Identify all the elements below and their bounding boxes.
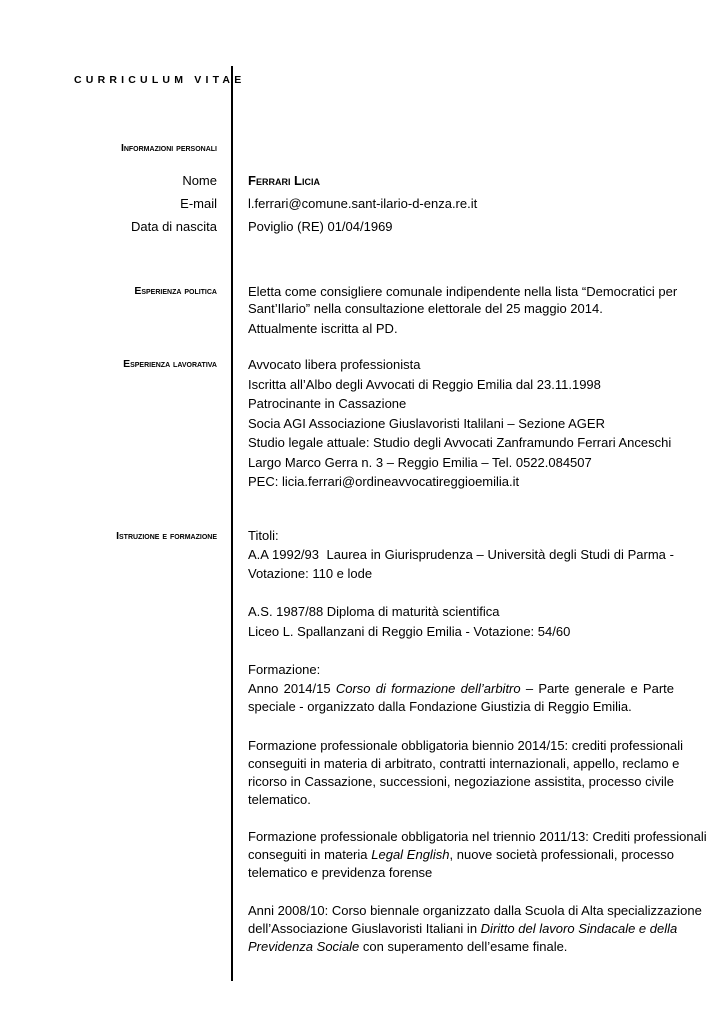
biennio-line: conseguiti in materia di arbitrato, contratti internazionali, appello, reclamo e [248, 756, 680, 771]
birth-value: Poviglio (RE) 01/04/1969 [248, 219, 393, 234]
triennio-line: conseguiti in materia Legal English, nuove società professionali, processo [248, 847, 675, 862]
formazione-label: Formazione: [248, 662, 321, 677]
triennio-line: Formazione professionale obbligatoria nel triennio 2011/13: Crediti professionali [248, 829, 707, 844]
political-line: Attualmente iscritta al PD. [248, 321, 398, 336]
biennio-line: ricorso in Cassazione, successioni, negoziazione assistita, processo civile [248, 774, 674, 789]
section-heading-personal: Informazioni personali [120, 142, 217, 154]
arbitro-line: speciale - organizzato dalla Fondazione Giustizia di Reggio Emilia. [248, 699, 632, 714]
work-line: PEC: licia.ferrari@ordineavvocatireggioemilia.it [248, 474, 520, 489]
biennio-line: telematico. [248, 792, 311, 807]
birth-label: Data di nascita [131, 219, 217, 234]
name-value: Ferrari Licia [248, 173, 320, 188]
section-heading-work: Esperienza lavorativa [123, 358, 217, 370]
email-value: l.ferrari@comune.sant-ilario-d-enza.re.it [248, 196, 478, 211]
name-label: Nome [182, 173, 217, 188]
diploma-line: Liceo L. Spallanzani di Reggio Emilia - Votazione: 54/60 [248, 624, 571, 639]
section-heading-political: Esperienza politica [134, 285, 217, 297]
work-line: Avvocato libera professionista [248, 357, 421, 372]
document-title: CURRICULUM VITAE [74, 74, 246, 86]
diploma-line: A.S. 1987/88 Diploma di maturità scientifica [248, 604, 500, 619]
work-line: Iscritta all’Albo degli Avvocati di Reggio Emilia dal 23.11.1998 [248, 377, 601, 392]
vertical-divider [231, 66, 233, 981]
email-label: E-mail [180, 196, 217, 211]
laurea-line: Votazione: 110 e lode [248, 566, 373, 581]
alta-line: Previdenza Sociale con superamento dell’esame finale. [248, 939, 568, 954]
work-line: Socia AGI Associazione Giuslavoristi Italilani – Sezione AGER [248, 416, 605, 431]
work-line: Patrocinante in Cassazione [248, 396, 407, 411]
alta-line: dell’Associazione Giuslavoristi Italiani in Diritto del lavoro Sindacale e della [248, 921, 678, 936]
biennio-line: Formazione professionale obbligatoria biennio 2014/15: crediti professionali [248, 738, 684, 753]
political-line: Sant’Ilario” nella consultazione elettorale del 25 maggio 2014. [248, 301, 603, 316]
triennio-line: telematico e previdenza forense [248, 865, 433, 880]
titoli-label: Titoli: [248, 528, 279, 543]
laurea-line: A.A 1992/93 Laurea in Giurisprudenza – Università degli Studi di Parma - [248, 547, 674, 562]
arbitro-line: Anno 2014/15 Corso di formazione dell’arbitro – Parte generale e Parte [248, 681, 675, 696]
section-heading-education: Istruzione e formazione [116, 530, 217, 542]
work-line: Studio legale attuale: Studio degli Avvocati Zanframundo Ferrari Anceschi [248, 435, 672, 450]
work-line: Largo Marco Gerra n. 3 – Reggio Emilia – Tel. 0522.084507 [248, 455, 592, 470]
political-line: Eletta come consigliere comunale indipendente nella lista “Democratici per [248, 284, 678, 299]
alta-line: Anni 2008/10: Corso biennale organizzato dalla Scuola di Alta specializzazione [248, 903, 702, 918]
